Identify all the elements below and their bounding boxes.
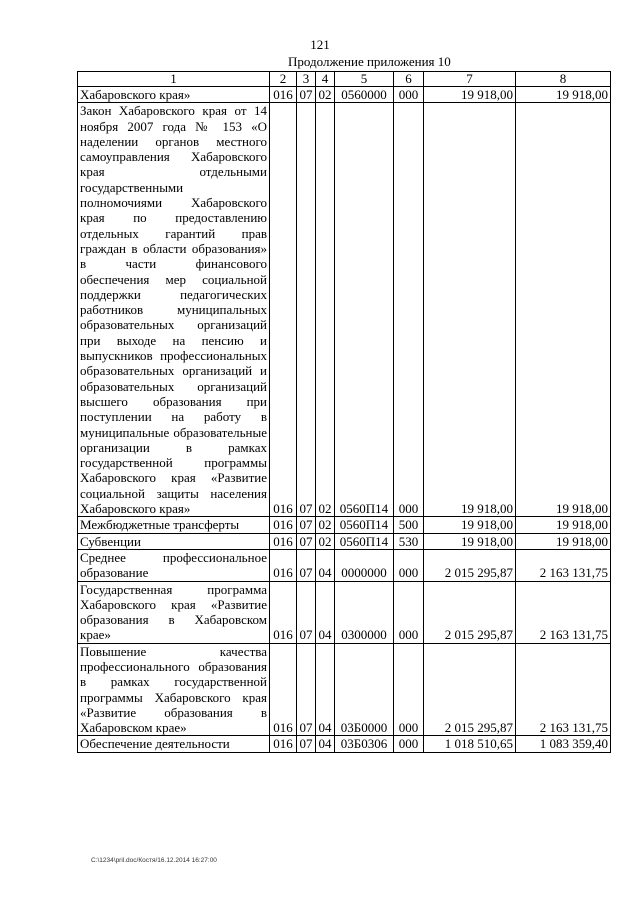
row-ved: 016 (270, 517, 297, 533)
row-vr: 000 (394, 549, 424, 581)
row-rz: 07 (297, 549, 316, 581)
row-name: Межбюджетные трансферты (78, 517, 270, 533)
header-cell: 7 (424, 72, 516, 87)
row-rz: 07 (297, 643, 316, 736)
row-csr: 0560П14 (335, 533, 394, 549)
row-ved: 016 (270, 87, 297, 103)
row-vr: 500 (394, 517, 424, 533)
row-name: Субвенции (78, 533, 270, 549)
row-csr: 03Б0306 (335, 736, 394, 752)
row-vr: 530 (394, 533, 424, 549)
header-cell: 4 (316, 72, 335, 87)
row-ved: 016 (270, 533, 297, 549)
header-cell: 3 (297, 72, 316, 87)
table-row (78, 549, 611, 581)
row-sum-2016: 19 918,00 (516, 517, 611, 533)
table-row (78, 581, 611, 643)
row-rz: 07 (297, 87, 316, 103)
file-path-footer: C:\1234\pril.doc/Костя/16.12.2014 16:27:00 (91, 857, 217, 864)
row-rz: 07 (297, 533, 316, 549)
row-sum-2016: 2 163 131,75 (516, 549, 611, 581)
row-sum-2016: 2 163 131,75 (516, 643, 611, 736)
row-rz: 07 (297, 581, 316, 643)
row-sum-2016: 19 918,00 (516, 533, 611, 549)
row-ved: 016 (270, 103, 297, 517)
row-csr: 0560000 (335, 87, 394, 103)
row-ved: 016 (270, 549, 297, 581)
row-pr: 02 (316, 517, 335, 533)
table-row (78, 736, 611, 752)
row-sum-2015: 2 015 295,87 (424, 581, 516, 643)
row-pr: 04 (316, 643, 335, 736)
header-cell: 8 (516, 72, 611, 87)
row-ved: 016 (270, 581, 297, 643)
header-cell: 2 (270, 72, 297, 87)
row-vr: 000 (394, 643, 424, 736)
row-name: Обеспечение деятельности (78, 736, 270, 752)
row-vr: 000 (394, 103, 424, 517)
row-name: Государственная программа Хабаровского края «Развитие образования в Хабаровском крае» (78, 581, 270, 643)
row-name: Среднее профессиональное образование (78, 549, 270, 581)
row-sum-2016: 19 918,00 (516, 103, 611, 517)
header-cell: 5 (335, 72, 394, 87)
table-row (78, 533, 611, 549)
page-number: 121 (310, 37, 330, 52)
table-row (78, 643, 611, 736)
header-row (78, 72, 611, 87)
row-pr: 02 (316, 103, 335, 517)
table-row (78, 517, 611, 533)
row-sum-2015: 19 918,00 (424, 103, 516, 517)
row-sum-2016: 2 163 131,75 (516, 581, 611, 643)
row-name: Повышение качества профессионального образования в рамках государственной программы Хабаровского края «Развитие образования в Хабаровском крае» (78, 643, 270, 736)
row-name: Закон Хабаровского края от 14 ноября 2007 года № 153 «О наделении органов местного самоуправления Хабаровского края отдельными государственными полномочиями Хабаровского края по предоставлению отдельных гарантий прав граждан в области образования» в части финансового обеспечения мер социальной поддержки педагогических работников муниципальных образовательных организаций при выходе на пенсию и выпускников профессиональных образовательных организаций и образовательных организаций высшего образования при поступлении на работу в муниципальные образовательные организации в рамках государственной программы Хабаровского края «Развитие социальной защиты населения Хабаровского края» (78, 103, 270, 517)
row-sum-2015: 19 918,00 (424, 87, 516, 103)
continuation-title: Продолжение приложения 10 (288, 54, 451, 69)
budget-table (77, 71, 611, 753)
row-sum-2016: 19 918,00 (516, 87, 611, 103)
row-pr: 04 (316, 549, 335, 581)
row-name: Хабаровского края» (78, 87, 270, 103)
table-row (78, 103, 611, 517)
row-pr: 02 (316, 533, 335, 549)
row-pr: 04 (316, 581, 335, 643)
row-sum-2015: 19 918,00 (424, 533, 516, 549)
row-vr: 000 (394, 87, 424, 103)
row-sum-2015: 2 015 295,87 (424, 643, 516, 736)
row-csr: 0300000 (335, 581, 394, 643)
row-pr: 04 (316, 736, 335, 752)
row-sum-2015: 1 018 510,65 (424, 736, 516, 752)
row-ved: 016 (270, 643, 297, 736)
row-rz: 07 (297, 517, 316, 533)
row-csr: 0560П14 (335, 517, 394, 533)
row-sum-2015: 2 015 295,87 (424, 549, 516, 581)
table-row (78, 87, 611, 103)
row-csr: 03Б0000 (335, 643, 394, 736)
row-ved: 016 (270, 736, 297, 752)
row-csr: 0560П14 (335, 103, 394, 517)
row-vr: 000 (394, 581, 424, 643)
header-cell: 1 (78, 72, 270, 87)
row-csr: 0000000 (335, 549, 394, 581)
row-pr: 02 (316, 87, 335, 103)
row-rz: 07 (297, 103, 316, 517)
row-vr: 000 (394, 736, 424, 752)
row-sum-2016: 1 083 359,40 (516, 736, 611, 752)
header-cell: 6 (394, 72, 424, 87)
row-sum-2015: 19 918,00 (424, 517, 516, 533)
row-rz: 07 (297, 736, 316, 752)
